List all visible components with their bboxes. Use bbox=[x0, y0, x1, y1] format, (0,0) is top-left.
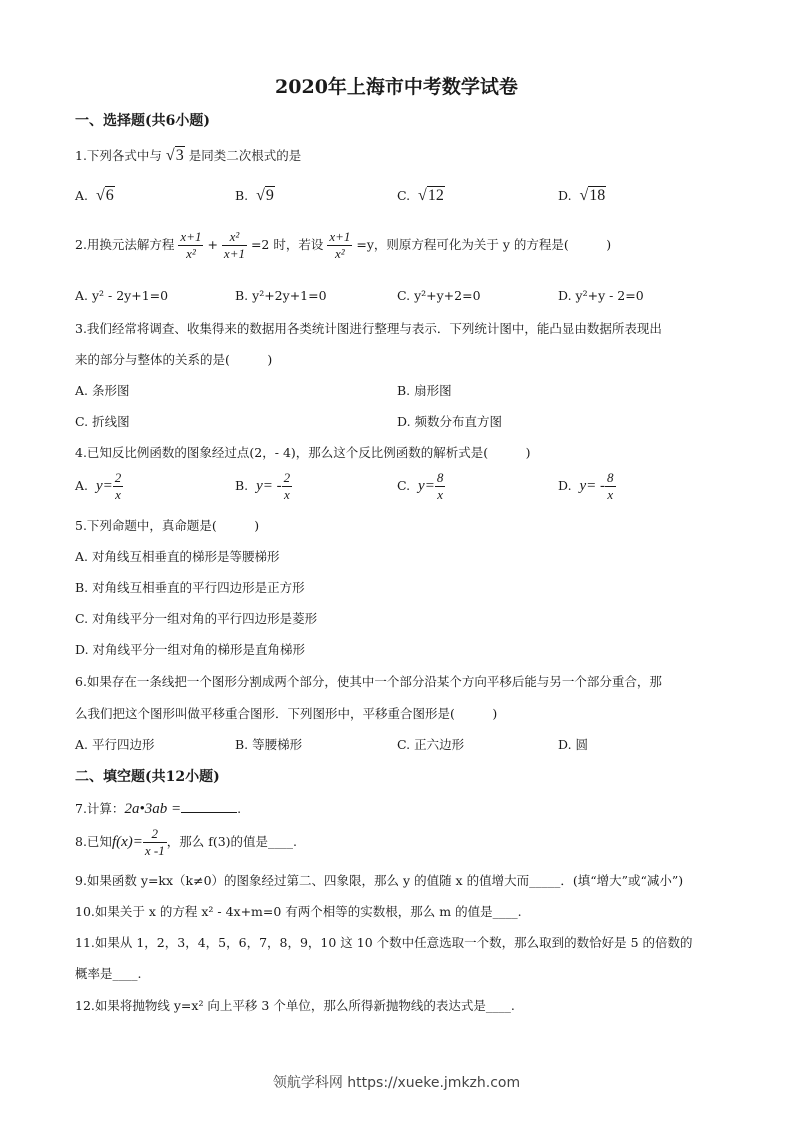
q2-option-b: B. y²+2y+1=0 bbox=[235, 288, 327, 303]
question-12: 12.如果将抛物线 y=x² 向上平移 3 个单位，那么所得新抛物线的表达式是____. bbox=[75, 998, 515, 1013]
question-1-text-a: 1.下列各式中与 bbox=[75, 148, 162, 163]
expression: 2a•3ab = bbox=[124, 801, 182, 817]
question-5: 5.下列命题中，真命题是( ) bbox=[75, 518, 260, 533]
question-7: 7.计算：2a•3ab = . bbox=[75, 801, 242, 817]
q3-option-b: B. 扇形图 bbox=[397, 383, 452, 398]
question-2: 2.用换元法解方程 $\frac{x+1}{\text{x²}}$ + $\frac{\text{x²}}{x+1}$ =2 时，若设 $\frac{x+1}{\text{x²}}$ =y，则原方程可化为关于 y 的方程是( ) bbox=[75, 229, 612, 261]
q5-option-d: D. 对角线平分一组对角的梯形是直角梯形 bbox=[75, 642, 306, 657]
question-1 bbox=[75, 146, 301, 165]
q6-option-d: D. 圆 bbox=[558, 737, 589, 752]
question-3-line-2: 来的部分与整体的关系的是( ) bbox=[75, 352, 273, 367]
fraction: $\frac{\text{x²}}{x+1}$ bbox=[223, 229, 245, 261]
q6-option-a: A. 平行四边形 bbox=[75, 737, 155, 752]
question-8: 8.已知f(x)= $\frac{2}{x -1}$ ，那么 f(3)的值是____. bbox=[75, 826, 298, 858]
page-title: 2020年上海市中考数学试卷 bbox=[275, 76, 518, 98]
question-9: 9.如果函数 y=kx（k≠0）的图象经过第二、四象限，那么 y 的值随 x 的值增大而_____．(填“增大”或“减小”) bbox=[75, 873, 684, 888]
footer-watermark: 领航学科网 https://xueke.jmkzh.com bbox=[272, 1075, 521, 1091]
question-3-line-1: 3.我们经常将调查、收集得来的数据用各类统计图进行整理与表示．下列统计图中，能凸显由数据所表现出 bbox=[75, 321, 662, 336]
q6-option-b: B. 等腰梯形 bbox=[235, 737, 303, 752]
q2-option-a: A. y² - 2y+1=0 bbox=[75, 288, 169, 303]
question-10: 10.如果关于 x 的方程 x² - 4x+m=0 有两个相等的实数根，那么 m 的值是____. bbox=[75, 904, 522, 919]
q3-option-d: D. 频数分布直方图 bbox=[397, 414, 503, 429]
q3-option-a: A. 条形图 bbox=[75, 383, 130, 398]
question-11-line-2: 概率是____. bbox=[75, 966, 142, 981]
q1-option-d: D. √18 bbox=[558, 187, 606, 204]
q4-option-a: A. y= $\frac{2}{x}$ bbox=[75, 470, 122, 502]
q1-option-a: A. √6 bbox=[75, 187, 114, 204]
q4-option-c: C. y= $\frac{8}{x}$ bbox=[397, 470, 444, 502]
sqrt-expression: √3 bbox=[165, 147, 184, 164]
question-4: 4.已知反比例函数的图象经过点(2，- 4)，那么这个反比例函数的解析式是( ) bbox=[75, 445, 531, 460]
q1-option-b: B. √9 bbox=[235, 187, 274, 204]
question-6-line-1: 6.如果存在一条线把一个图形分割成两个部分，使其中一个部分沿某个方向平移后能与另一个部分重合，那 bbox=[75, 674, 662, 689]
section-heading-fill: 二、填空题(共12小题) bbox=[75, 769, 220, 785]
q4-option-b: B. y= - $\frac{2}{x}$ bbox=[235, 470, 291, 502]
q2-option-d: D. y²+y - 2=0 bbox=[558, 288, 644, 303]
fraction: $\frac{x+1}{\text{x²}}$ bbox=[180, 229, 202, 261]
question-1-text-b: 是同类二次根式的是 bbox=[188, 148, 302, 163]
question-6-line-2: 么我们把这个图形叫做平移重合图形．下列图形中，平移重合图形是( ) bbox=[75, 706, 498, 721]
q5-option-b: B. 对角线互相垂直的平行四边形是正方形 bbox=[75, 580, 305, 595]
fraction: $\frac{x+1}{\text{x²}}$ bbox=[329, 229, 351, 261]
q5-option-c: C. 对角线平分一组对角的平行四边形是菱形 bbox=[75, 611, 318, 626]
answer-blank bbox=[181, 812, 237, 813]
q1-option-c: C. √12 bbox=[397, 187, 444, 204]
q6-option-c: C. 正六边形 bbox=[397, 737, 465, 752]
section-heading-choice: 一、选择题(共6小题) bbox=[75, 113, 210, 129]
q5-option-a: A. 对角线互相垂直的梯形是等腰梯形 bbox=[75, 549, 280, 564]
q2-option-c: C. y²+y+2=0 bbox=[397, 288, 481, 303]
q4-option-d: D. y= - $\frac{8}{x}$ bbox=[558, 470, 614, 502]
question-11-line-1: 11.如果从 1，2，3，4，5，6，7，8，9，10 这 10 个数中任意选取一个数，那么取到的数恰好是 5 的倍数的 bbox=[75, 935, 693, 950]
q3-option-c: C. 折线图 bbox=[75, 414, 130, 429]
